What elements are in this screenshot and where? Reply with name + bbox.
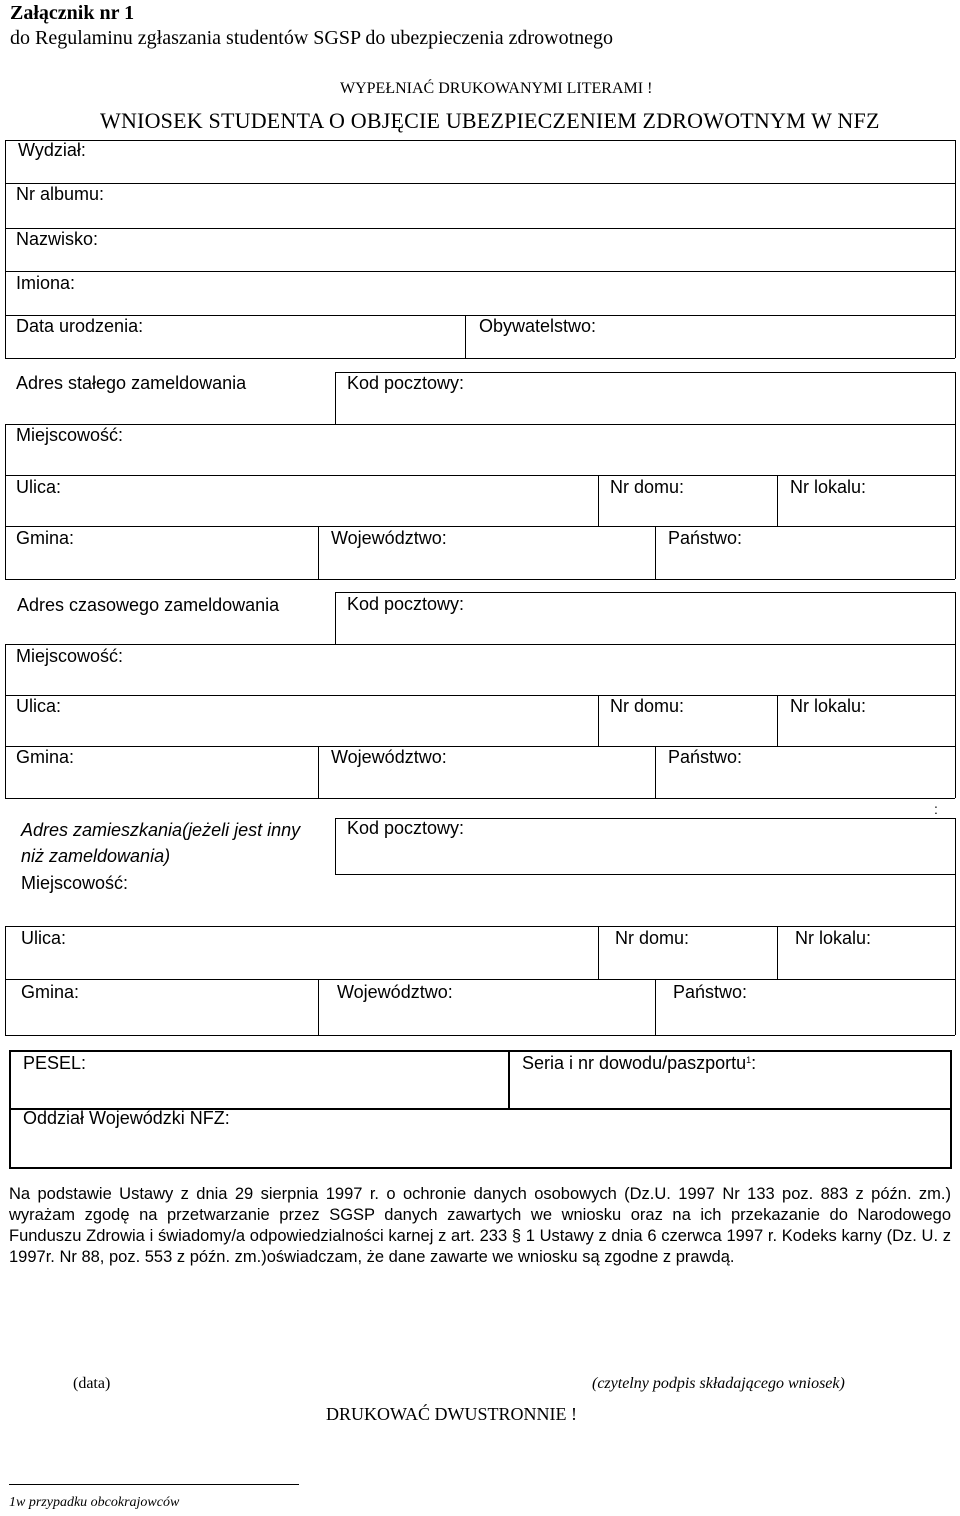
imiona-label: Imiona:	[16, 273, 76, 293]
wydzial-label: Wydział:	[18, 140, 86, 160]
permanent-postal-code-label: Kod pocztowy:	[347, 373, 465, 393]
residence-country-label: Państwo:	[673, 982, 748, 1002]
footnote-divider	[9, 1484, 299, 1485]
nazwisko-label: Nazwisko:	[16, 229, 99, 249]
permanent-city-field[interactable]	[5, 424, 955, 475]
obywatelstwo-label: Obywatelstwo:	[479, 316, 597, 336]
residence-address-heading-line1: Adres zamieszkania(jeżeli jest inny	[21, 820, 301, 840]
permanent-country-label: Państwo:	[668, 528, 743, 548]
residence-city-label: Miejscowość:	[21, 873, 129, 893]
imiona-field[interactable]	[5, 271, 955, 315]
residence-postal-code-label: Kod pocztowy:	[347, 818, 465, 838]
permanent-flat-no-label: Nr lokalu:	[790, 477, 867, 497]
id-document-colon: :	[751, 1053, 757, 1073]
temporary-city-label: Miejscowość:	[16, 646, 124, 666]
permanent-house-no-label: Nr domu:	[610, 477, 685, 497]
residence-street-field[interactable]	[5, 926, 598, 979]
temporary-country-label: Państwo:	[668, 747, 743, 767]
temporary-postal-code-label: Kod pocztowy:	[347, 594, 465, 614]
nfz-branch-label: Oddział Wojewódzki NFZ:	[23, 1108, 230, 1128]
residence-city-field[interactable]	[5, 874, 955, 926]
form-title: WNIOSEK STUDENTA O OBJĘCIE UBEZPIECZENIEM ZDROWOTNYM W NFZ	[100, 108, 880, 133]
residence-colon-mark: :	[934, 801, 938, 817]
duplex-print-note: DRUKOWAĆ DWUSTRONNIE !	[326, 1404, 577, 1424]
signature-caption: (czytelny podpis składającego wniosek)	[592, 1375, 845, 1392]
permanent-city-label: Miejscowość:	[16, 425, 124, 445]
residence-flat-no-label: Nr lokalu:	[795, 928, 872, 948]
permanent-gmina-label: Gmina:	[16, 528, 75, 548]
data-urodzenia-label: Data urodzenia:	[16, 316, 144, 336]
residence-voivodeship-label: Województwo:	[337, 982, 453, 1002]
attachment-subtitle: do Regulaminu zgłaszania studentów SGSP do ubezpieczenia zdrowotnego	[10, 27, 613, 49]
consent-statement: Na podstawie Ustawy z dnia 29 sierpnia 1997 r. o ochronie danych osobowych (Dz.U. 1997 Nr 133 poz. 883 z późn. zm.) wyrażam zgodę na przetwarzanie przez SGSP danych zawartych we wniosku oraz na ich przekazanie do Narodowego Funduszu Zdrowia i świadomy/a odpowiedzialności karnej z art. 233 § 1 Ustawy z dnia 6 czerwca 1997 r. Kodeks karny (Dz. U. z 1997r. Nr 88, poz. 553 z późn. zm.)oświadczam, że dane zawarte we wniosku są zgodne z prawdą.	[9, 1185, 951, 1266]
permanent-address-heading: Adres stałego zameldowania	[16, 373, 247, 393]
nr-albumu-field[interactable]	[5, 183, 955, 228]
footnote-text: 1w przypadku obcokrajowców	[9, 1495, 180, 1510]
pesel-label: PESEL:	[23, 1053, 87, 1073]
attachment-title: Załącznik nr 1	[10, 2, 135, 24]
residence-address-heading-line2: niż zameldowania)	[21, 846, 171, 866]
id-document-label	[522, 1053, 756, 1073]
permanent-street-field[interactable]	[5, 475, 598, 526]
temporary-city-field[interactable]	[5, 644, 955, 695]
temporary-house-no-label: Nr domu:	[610, 696, 685, 716]
footnote-ref: 1	[746, 1055, 752, 1065]
residence-gmina-label: Gmina:	[21, 982, 80, 1002]
permanent-voivodeship-label: Województwo:	[331, 528, 447, 548]
fill-instruction: WYPEŁNIAĆ DRUKOWANYMI LITERAMI !	[340, 80, 653, 97]
temporary-street-field[interactable]	[5, 695, 598, 746]
temporary-address-heading: Adres czasowego zameldowania	[17, 595, 280, 615]
temporary-street-label: Ulica:	[16, 696, 62, 716]
nazwisko-field[interactable]	[5, 228, 955, 271]
nr-albumu-label: Nr albumu:	[16, 184, 105, 204]
date-caption: (data)	[73, 1375, 111, 1392]
temporary-gmina-label: Gmina:	[16, 747, 75, 767]
id-document-text: Seria i nr dowodu/paszportu	[522, 1053, 747, 1073]
temporary-flat-no-label: Nr lokalu:	[790, 696, 867, 716]
residence-house-no-label: Nr domu:	[615, 928, 690, 948]
permanent-street-label: Ulica:	[16, 477, 62, 497]
wydzial-field[interactable]	[5, 140, 955, 183]
residence-street-label: Ulica:	[21, 928, 67, 948]
temporary-voivodeship-label: Województwo:	[331, 747, 447, 767]
